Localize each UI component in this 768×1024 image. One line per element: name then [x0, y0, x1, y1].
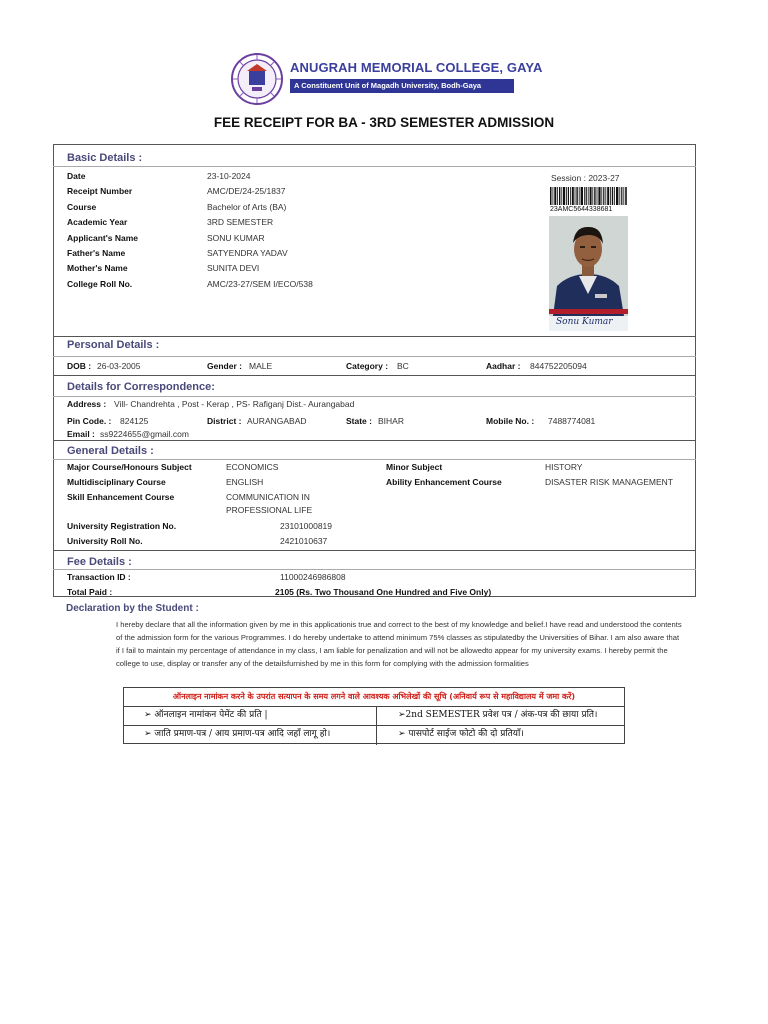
university-reg-label: University Registration No.	[67, 521, 177, 531]
documents-table-header: ऑनलाइन नामांकन करने के उपरांत सत्यापन के समय लगने वाले आवश्यक अभिलेखों की सूचि (अनिवार्य रूप से महाविद्यालय में जमा करें)	[124, 688, 624, 707]
ability-enhancement-value: DISASTER RISK MANAGEMENT	[545, 477, 673, 487]
divider	[53, 550, 696, 551]
divider	[53, 396, 696, 397]
total-paid-label: Total Paid :	[67, 587, 113, 597]
dob-value: 26-03-2005	[97, 361, 141, 371]
district-label: District :	[207, 416, 242, 426]
mobile-value: 7488774081	[548, 416, 596, 426]
college-roll-label: College Roll No.	[67, 279, 133, 289]
correspondence-title: Details for Correspondence:	[67, 381, 215, 393]
aadhar-value: 844752205094	[530, 361, 587, 371]
category-label: Category :	[346, 361, 389, 371]
major-value: ECONOMICS	[226, 462, 279, 472]
pin-value: 824125	[120, 416, 149, 426]
declaration-text: I hereby declare that all the information given by me in this applicationis true and correct to the best of my knowledge and belief.I have read and understood the contents of the admission form for the various Programmes. I do hereby undertake to attend minimum 75% classes as stipulatedby the Universities of Bihar. I am also aware that if I fail to maintain my percentage of attendance in my class, I am liable for penalization and will not be allowedto appear for my university exams. I hereby permit the college to use, display or transfer any of the detailsfurnished by me in this form for complying with the admission formalities	[116, 620, 682, 668]
date-value: 23-10-2024	[207, 171, 251, 181]
pin-label: Pin Code. :	[67, 416, 112, 426]
academic-year-value: 3RD SEMESTER	[207, 217, 274, 227]
document-item: ➢ पासपोर्ट साईज फोटो की दो प्रतियाँ।	[398, 729, 524, 739]
mobile-label: Mobile No. :	[486, 416, 535, 426]
divider	[53, 569, 696, 570]
receipt-title: FEE RECEIPT FOR BA - 3RD SEMESTER ADMISSION	[213, 115, 555, 130]
ability-enhancement-label: Ability Enhancement Course	[386, 477, 502, 487]
divider	[53, 166, 696, 167]
multidisciplinary-label: Multidisciplinary Course	[67, 477, 166, 487]
district-value: AURANGABAD	[247, 416, 307, 426]
address-value: Vill- Chandrehta , Post - Kerap , PS- Rafiganj Dist.- Aurangabad	[114, 399, 355, 409]
fee-details-title: Fee Details :	[67, 556, 132, 568]
photo-signature: Sonu Kumar	[556, 317, 613, 327]
academic-year-label: Academic Year	[67, 217, 128, 227]
declaration-title: Declaration by the Student :	[66, 603, 199, 614]
documents-table	[123, 687, 625, 744]
applicant-photo	[549, 216, 628, 331]
applicant-name-value: SONU KUMAR	[207, 233, 265, 243]
dob-label: DOB :	[67, 361, 92, 371]
receipt-number-label: Receipt Number	[67, 186, 133, 196]
personal-details-title: Personal Details :	[67, 339, 160, 351]
university-roll-value: 2421010637	[280, 536, 328, 546]
divider	[53, 440, 696, 441]
document-item: ➢2nd SEMESTER प्रवेश पत्र / अंक-पत्र की छाया प्रति।	[398, 710, 598, 720]
skill-enhancement-value-line1: COMMUNICATION IN	[226, 492, 310, 502]
aadhar-label: Aadhar :	[486, 361, 521, 371]
college-name: ANUGRAH MEMORIAL COLLEGE, GAYA	[290, 60, 543, 75]
barcode	[550, 187, 628, 205]
applicant-name-label: Applicant's Name	[67, 233, 138, 243]
college-roll-value: AMC/23-27/SEM I/ECO/538	[207, 279, 313, 289]
basic-details-title: Basic Details :	[67, 152, 143, 164]
email-label: Email :	[67, 429, 95, 439]
address-label: Address :	[67, 399, 107, 409]
minor-label: Minor Subject	[386, 462, 443, 472]
barcode-number: 23AMC5644338681	[550, 206, 613, 213]
email-value: ss9224655@gmail.com	[100, 429, 189, 439]
college-subtitle: A Constituent Unit of Magadh University, Bodh-Gaya	[290, 79, 514, 93]
total-paid-value: 2105 (Rs. Two Thousand One Hundred and Five Only)	[275, 587, 492, 597]
divider	[53, 375, 696, 376]
document-item: ➢ जाति प्रमाण-पत्र / आय प्रमाण-पत्र आदि जहाँ लागू हो।	[144, 729, 331, 739]
receipt-number-value: AMC/DE/24-25/1837	[207, 186, 286, 196]
gender-value: MALE	[249, 361, 273, 371]
state-label: State :	[346, 416, 372, 426]
date-label: Date	[67, 171, 86, 181]
transaction-id-value: 11000246986808	[280, 572, 346, 582]
skill-enhancement-value-line2: PROFESSIONAL LIFE	[226, 505, 313, 515]
document-item: ➢ ऑनलाइन नामांकन पेमेंट की प्रति |	[144, 710, 268, 720]
divider	[53, 356, 696, 357]
state-value: BIHAR	[378, 416, 404, 426]
minor-value: HISTORY	[545, 462, 583, 472]
mother-name-value: SUNITA DEVI	[207, 263, 260, 273]
university-reg-value: 23101000819	[280, 521, 333, 531]
gender-label: Gender :	[207, 361, 242, 371]
university-roll-label: University Roll No.	[67, 536, 143, 546]
divider	[53, 336, 696, 337]
transaction-id-label: Transaction ID :	[67, 572, 131, 582]
mother-name-label: Mother's Name	[67, 263, 128, 273]
course-label: Course	[67, 202, 97, 212]
course-value: Bachelor of Arts (BA)	[207, 202, 287, 212]
general-details-title: General Details :	[67, 445, 154, 457]
skill-enhancement-label: Skill Enhancement Course	[67, 492, 175, 502]
category-value: BC	[397, 361, 409, 371]
session-text: Session : 2023-27	[551, 173, 620, 183]
college-logo	[230, 52, 284, 106]
father-name-value: SATYENDRA YADAV	[207, 248, 288, 258]
father-name-label: Father's Name	[67, 248, 126, 258]
divider	[53, 459, 696, 460]
major-label: Major Course/Honours Subject	[67, 462, 192, 472]
multidisciplinary-value: ENGLISH	[226, 477, 264, 487]
